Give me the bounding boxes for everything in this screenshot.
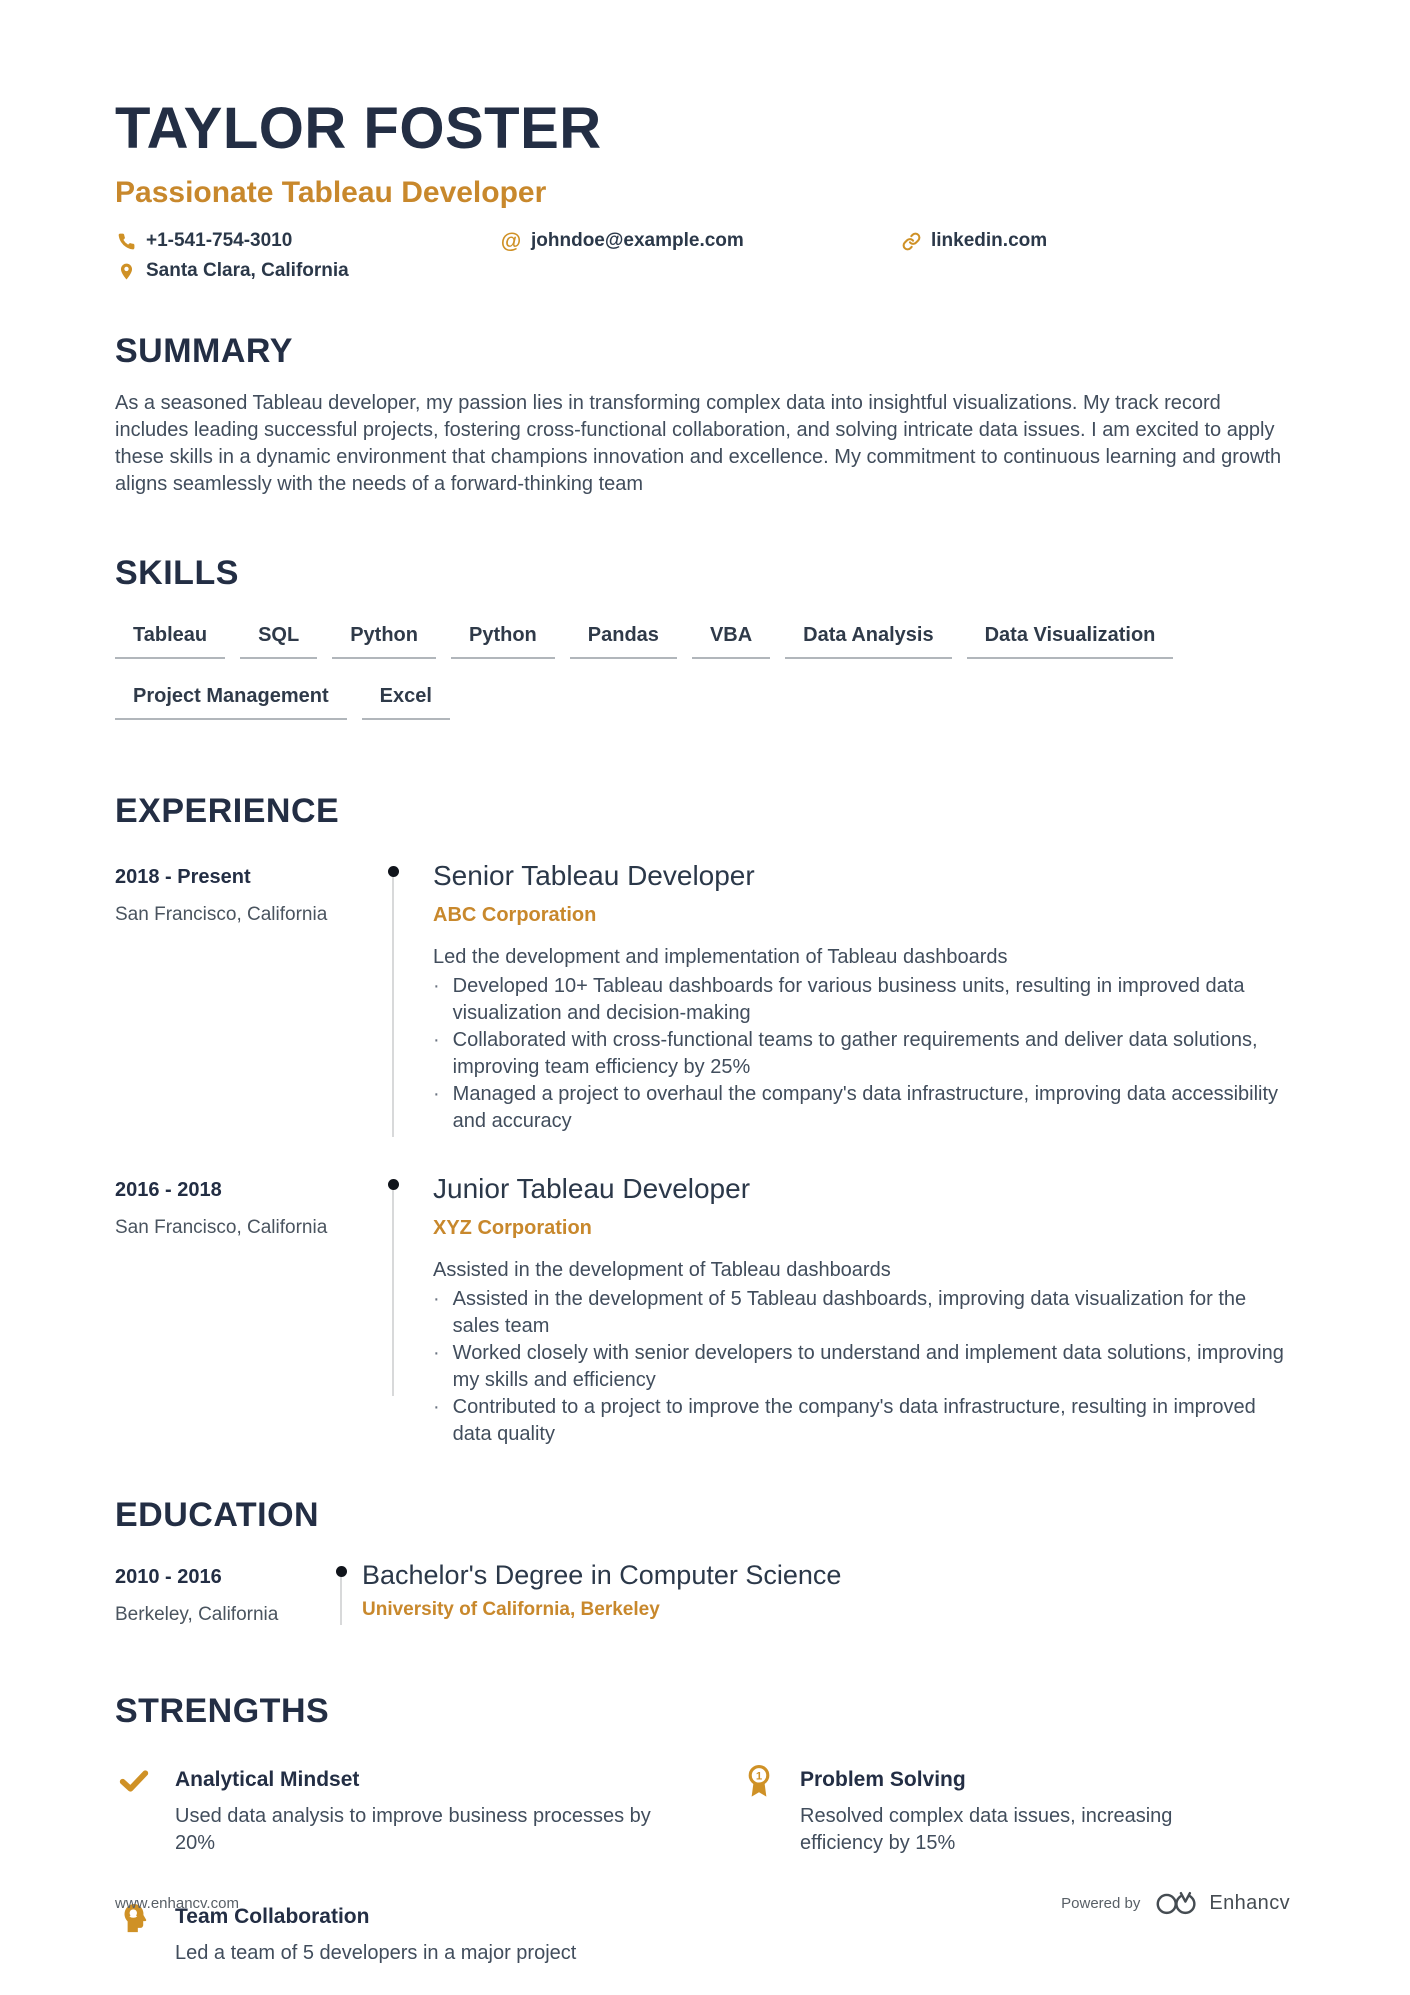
experience-heading: EXPERIENCE — [115, 792, 340, 830]
contact-linkedin-text: linkedin.com — [931, 230, 1048, 251]
strength-desc: Led a team of 5 developers in a major project — [175, 1942, 577, 1965]
location-pin-icon — [115, 260, 137, 282]
experience-timeline — [115, 860, 1290, 1448]
timeline-column — [373, 860, 413, 1135]
contact-location — [115, 260, 500, 282]
strengths-grid — [115, 1764, 1290, 1967]
job-lead: Led the development and implementation of Tableau dashboards — [433, 946, 1008, 969]
timeline-dot — [388, 866, 399, 877]
job-location: San Francisco, California — [115, 904, 328, 925]
experience-entry — [115, 1173, 1290, 1448]
job-bullet: · Developed 10+ Tableau dashboards for various business units, resulting in improved data visualization and decision-making — [433, 973, 1290, 1027]
job-location: San Francisco, California — [115, 1217, 328, 1239]
experience-section — [115, 794, 1290, 1448]
contact-info — [115, 226, 1290, 286]
strengths-heading: STRENGTHS — [115, 1692, 330, 1731]
skills-row-2 — [115, 685, 1290, 720]
summary-section — [115, 334, 1290, 498]
job-content — [413, 1173, 1290, 1448]
education-meta — [115, 1560, 320, 1626]
education-location: Berkeley, California — [115, 1604, 279, 1626]
phone-icon — [115, 230, 137, 252]
contact-email[interactable] — [500, 230, 900, 252]
contact-linkedin[interactable] — [900, 230, 1047, 252]
timeline-dot — [388, 1179, 399, 1190]
timeline-column — [373, 1173, 413, 1448]
skill-pill: VBA — [692, 624, 770, 659]
strength-title: Team Collaboration — [175, 1905, 370, 1929]
skill-pill: Data Visualization — [967, 624, 1174, 659]
strength-title: Problem Solving — [800, 1768, 966, 1792]
job-lead: Assisted in the development of Tableau dashboards — [433, 1259, 891, 1282]
candidate-title: Passionate Tableau Developer — [115, 176, 547, 209]
medal-icon — [740, 1764, 778, 1802]
enhancv-logo[interactable] — [1154, 1889, 1290, 1917]
job-bullet: · Collaborated with cross-functional teams to gather requirements and deliver data solutions, improving team efficiency by 25% — [433, 1027, 1290, 1081]
contact-location-text: Santa Clara, California — [146, 260, 349, 281]
strength-desc: Used data analysis to improve business processes by 20% — [175, 1805, 651, 1855]
skills-section — [115, 556, 1290, 720]
education-dates: 2010 - 2016 — [115, 1566, 222, 1589]
job-bullet: · Worked closely with senior developers to understand and implement data solutions, improving my skills and efficiency — [433, 1340, 1290, 1394]
contact-phone[interactable] — [115, 230, 500, 252]
strength-item — [115, 1764, 740, 1857]
timeline-dot — [336, 1566, 347, 1577]
link-icon — [900, 230, 922, 252]
job-bullet: · Contributed to a project to improve the company's data infrastructure, resulting in improved data quality — [433, 1394, 1290, 1448]
strength-content — [175, 1764, 690, 1857]
timeline-line — [392, 869, 394, 1137]
resume-header — [115, 96, 1290, 286]
education-entry — [115, 1560, 1290, 1626]
job-title: Senior Tableau Developer — [433, 860, 755, 891]
job-dates: 2016 - 2018 — [115, 1179, 222, 1202]
skills-row-1 — [115, 624, 1290, 659]
summary-text: As a seasoned Tableau developer, my passion lies in transforming complex data into insightful visualizations. My track record includes leading successful projects, fostering cross-functional collaboration, and solving intricate data issues. I am excited to apply these skills in a dynamic environment that champions innovation and excellence. My commitment to continuous learning and growth aligns seamlessly with the needs of a forward-thinking team — [115, 392, 1282, 495]
skill-pill: Excel — [362, 685, 450, 720]
powered-by-label: Powered by — [1061, 1894, 1141, 1912]
strength-content — [800, 1764, 1230, 1857]
contact-phone-text: +1-541-754-3010 — [146, 230, 293, 251]
at-icon: @ — [500, 229, 522, 253]
job-meta — [115, 860, 373, 1135]
summary-heading: SUMMARY — [115, 332, 293, 370]
job-content — [413, 860, 1290, 1135]
education-section — [115, 1498, 1290, 1626]
strength-item — [740, 1764, 1290, 1857]
page-footer — [115, 1889, 1290, 1917]
timeline-line — [392, 1182, 394, 1396]
job-bullet-list — [433, 1286, 1290, 1448]
footer-site-link[interactable]: www.enhancv.com — [115, 1894, 239, 1912]
powered-by — [1061, 1889, 1290, 1917]
candidate-name: TAYLOR FOSTER — [115, 96, 602, 161]
job-company: ABC Corporation — [433, 904, 597, 927]
check-icon — [115, 1764, 153, 1802]
skill-pill: Python — [332, 624, 436, 659]
strength-desc: Resolved complex data issues, increasing efficiency by 15% — [800, 1805, 1173, 1855]
education-heading: EDUCATION — [115, 1496, 320, 1535]
job-bullet: · Managed a project to overhaul the company's data infrastructure, improving data accessibility and accuracy — [433, 1081, 1290, 1135]
job-company: XYZ Corporation — [433, 1217, 592, 1240]
brand-name: Enhancv — [1209, 1891, 1290, 1914]
svg-text:1: 1 — [755, 1770, 763, 1783]
skill-pill: Python — [451, 624, 555, 659]
skill-pill: Project Management — [115, 685, 347, 720]
job-meta — [115, 1173, 373, 1448]
job-bullet: · Assisted in the development of 5 Tableau dashboards, improving data visualization for the sales team — [433, 1286, 1290, 1340]
timeline-line — [340, 1569, 342, 1625]
skill-pill: SQL — [240, 624, 317, 659]
degree-title: Bachelor's Degree in Computer Science — [362, 1560, 842, 1591]
education-content — [362, 1560, 1290, 1626]
job-bullet-list — [433, 973, 1290, 1135]
school-name: University of California, Berkeley — [362, 1599, 660, 1621]
strength-title: Analytical Mindset — [175, 1768, 360, 1792]
skill-pill: Pandas — [570, 624, 677, 659]
job-dates: 2018 - Present — [115, 866, 251, 888]
job-title: Junior Tableau Developer — [433, 1173, 751, 1205]
skill-pill: Tableau — [115, 624, 225, 659]
timeline-column — [320, 1560, 362, 1626]
experience-entry — [115, 860, 1290, 1173]
skill-pill: Data Analysis — [785, 624, 951, 659]
skills-heading: SKILLS — [115, 554, 239, 592]
strengths-section — [115, 1694, 1290, 1967]
contact-email-text: johndoe@example.com — [531, 230, 744, 251]
